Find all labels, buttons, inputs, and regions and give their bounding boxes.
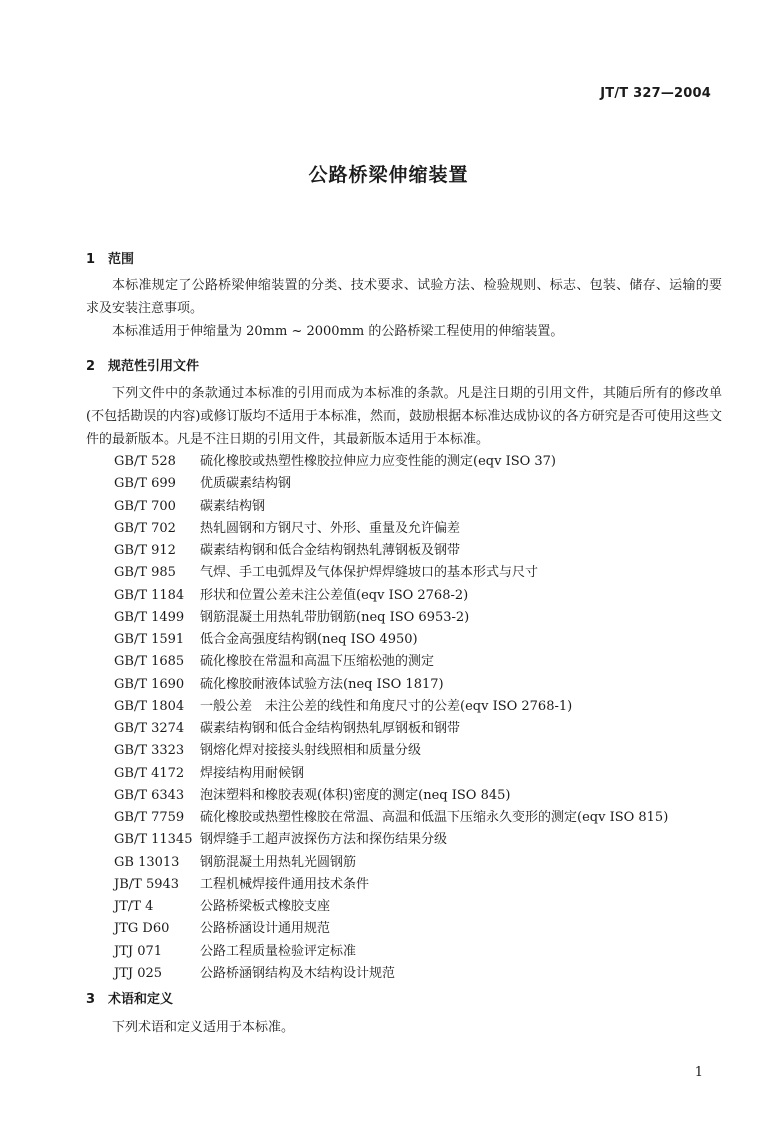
reference-title: 钢熔化焊对接接头射线照相和质量分级 (200, 743, 422, 759)
reference-title: 优质碳素结构钢 (200, 476, 292, 492)
reference-item (114, 518, 668, 540)
reference-title: 碳素结构钢和低合金结构钢热轧厚钢板和钢带 (200, 721, 461, 736)
reference-item (114, 718, 668, 740)
reference-item (114, 651, 668, 673)
reference-code: GB/T 11345 (114, 832, 193, 848)
reference-code: GB/T 4172 (114, 765, 185, 781)
reference-title: 公路桥涵设计通用规范 (200, 921, 331, 937)
section-2-paragraph-1: 下列文件中的条款通过本标准的引用而成为本标准的条款。凡是注日期的引用文件，其随后所有的修改单(不包括勘误的内容)或修订版均不适用于本标准，然而，鼓励根据本标准达成协议的各方研究是否可使用这些文件的最新版本。凡是不注日期的引用文件，其最新版本适用于本标准。 (86, 386, 722, 447)
reference-code: GB/T 699 (114, 476, 176, 492)
reference-title: 硫化橡胶或热塑性橡胶在常温、高温和低温下压缩永久变形的测定(eqv ISO 815) (200, 810, 669, 825)
reference-item (114, 674, 668, 696)
section-3-title: 术语和定义 (108, 992, 174, 1007)
reference-code: GB/T 702 (114, 520, 176, 536)
standard-code: JT/T 327—2004 (600, 86, 711, 101)
reference-code: GB/T 3274 (114, 721, 185, 736)
reference-title: 形状和位置公差未注公差值(eqv ISO 2768-2) (200, 587, 469, 603)
reference-item (114, 496, 668, 518)
reference-code: JT/T 4 (114, 899, 154, 914)
reference-title: 低合金高强度结构钢(neq ISO 4950) (200, 632, 418, 647)
reference-code: GB/T 700 (114, 498, 176, 514)
reference-item (114, 963, 668, 985)
reference-title: 钢筋混凝土用热轧带肋钢筋(neq ISO 6953-2) (200, 609, 470, 625)
reference-item (114, 918, 668, 940)
reference-code: JB/T 5943 (114, 876, 180, 892)
reference-code: GB/T 985 (114, 565, 176, 581)
section-2-number: 2 (86, 359, 96, 374)
reference-title: 泡沫塑料和橡胶表观(体积)密度的测定(neq ISO 845) (200, 787, 511, 803)
page-number: 1 (694, 1065, 703, 1080)
reference-item (114, 585, 668, 607)
section-2-heading (86, 355, 199, 374)
reference-code: GB/T 1690 (114, 676, 185, 692)
reference-item (114, 473, 668, 495)
reference-title: 硫化橡胶在常温和高温下压缩松弛的测定 (200, 654, 435, 670)
reference-code: GB/T 1184 (114, 587, 185, 603)
reference-code: GB/T 1591 (114, 632, 185, 647)
reference-code: GB/T 3323 (114, 743, 185, 759)
reference-code: JTJ 025 (114, 965, 163, 981)
reference-title: 钢筋混凝土用热轧光圆钢筋 (200, 854, 357, 870)
reference-code: GB 13013 (114, 854, 180, 870)
reference-title: 碳素结构钢 (200, 498, 266, 514)
reference-code: GB/T 1499 (114, 609, 185, 625)
reference-item (114, 562, 668, 584)
reference-item (114, 785, 668, 807)
reference-code: GB/T 6343 (114, 787, 185, 803)
reference-item (114, 896, 668, 918)
reference-item (114, 451, 668, 473)
reference-title: 热轧圆钢和方钢尺寸、外形、重量及允许偏差 (200, 520, 461, 536)
reference-list (114, 451, 668, 985)
reference-item (114, 763, 668, 785)
section-3-heading (86, 988, 173, 1007)
reference-code: GB/T 912 (114, 543, 176, 558)
reference-title: 硫化橡胶或热塑性橡胶拉伸应力应变性能的测定(eqv ISO 37) (200, 454, 557, 469)
section-1-heading (86, 248, 134, 267)
reference-item (114, 696, 668, 718)
reference-item (114, 607, 668, 629)
reference-title: 公路工程质量检验评定标准 (200, 943, 357, 959)
reference-item (114, 807, 668, 829)
section-2-title: 规范性引用文件 (108, 359, 200, 374)
reference-item (114, 629, 668, 651)
reference-title: 一般公差 未注公差的线性和角度尺寸的公差(eqv ISO 2768-1) (200, 698, 573, 714)
reference-title: 公路桥涵钢结构及木结构设计规范 (200, 965, 396, 981)
reference-item (114, 852, 668, 874)
reference-code: JTJ 071 (114, 943, 163, 959)
reference-code: GB/T 7759 (114, 810, 185, 825)
reference-code: GB/T 1685 (114, 654, 185, 670)
section-1-paragraph-2: 本标准适用于伸缩量为 20mm ~ 2000mm 的公路桥梁工程使用的伸缩装置。 (112, 324, 564, 339)
reference-code: GB/T 1804 (114, 698, 185, 714)
reference-item (114, 540, 668, 562)
document-title: 公路桥梁伸缩装置 (308, 164, 469, 186)
reference-title: 气焊、手工电弧焊及气体保护焊焊缝坡口的基本形式与尺寸 (200, 565, 539, 581)
section-1-title: 范围 (108, 252, 135, 267)
reference-code: JTG D60 (114, 921, 170, 937)
reference-code: GB/T 528 (114, 454, 176, 469)
reference-title: 硫化橡胶耐液体试验方法(neq ISO 1817) (200, 676, 444, 692)
reference-item (114, 740, 668, 762)
reference-item (114, 829, 668, 851)
reference-title: 工程机械焊接件通用技术条件 (200, 876, 370, 892)
section-3-number: 3 (86, 992, 96, 1007)
reference-title: 碳素结构钢和低合金结构钢热轧薄钢板及钢带 (200, 543, 461, 558)
reference-item (114, 941, 668, 963)
section-1-number: 1 (86, 252, 96, 267)
section-1-paragraph-1: 本标准规定了公路桥梁伸缩装置的分类、技术要求、试验方法、检验规则、标志、包装、储存、运输的要求及安装注意事项。 (86, 278, 722, 316)
section-3-paragraph-1: 下列术语和定义适用于本标准。 (112, 1020, 295, 1035)
reference-title: 钢焊缝手工超声波探伤方法和探伤结果分级 (200, 832, 448, 848)
reference-title: 焊接结构用耐候钢 (200, 765, 305, 781)
reference-item (114, 874, 668, 896)
reference-title: 公路桥梁板式橡胶支座 (200, 899, 331, 914)
